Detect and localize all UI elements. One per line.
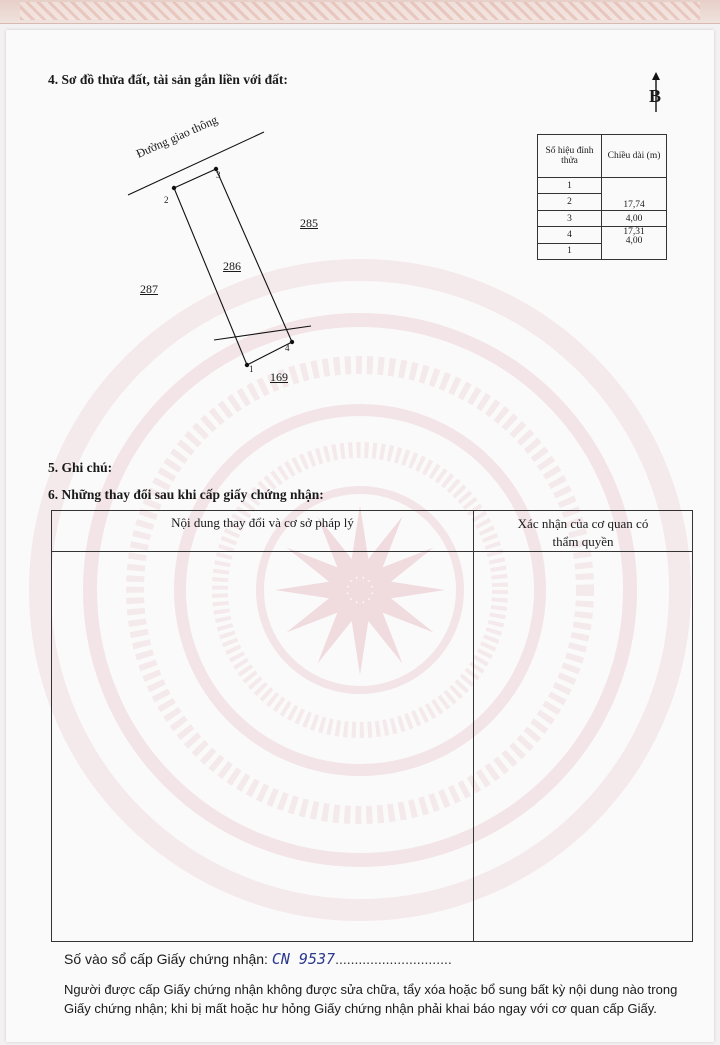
parcel-number-285: 285 bbox=[300, 216, 318, 230]
header-vertex: Số hiệu đỉnh thửa bbox=[538, 135, 602, 178]
top-border-band bbox=[0, 0, 720, 24]
length-cell: 17,31 bbox=[602, 227, 667, 260]
vertex-cell: 1 bbox=[538, 243, 602, 259]
vertex-label-2: 2 bbox=[164, 195, 169, 205]
vertex-cell: 1 bbox=[538, 178, 602, 194]
vertex-cell: 3 bbox=[538, 210, 602, 226]
certificate-page bbox=[6, 30, 714, 1042]
length-cell: 4,00 bbox=[602, 210, 667, 226]
road-label: Đường giao thông bbox=[134, 112, 220, 161]
vertex-label-4: 4 bbox=[285, 343, 290, 353]
registry-dots: .............................. bbox=[335, 951, 452, 967]
changes-content-header: Nội dung thay đổi và cơ sở pháp lý bbox=[52, 511, 474, 552]
header-length: Chiều dài (m) bbox=[602, 135, 667, 178]
north-label: B bbox=[649, 86, 662, 106]
registry-number: CN 9537 bbox=[271, 950, 336, 968]
vertex-label-3: 3 bbox=[216, 170, 221, 180]
changes-content-cell bbox=[52, 552, 474, 942]
parcel-number-286: 286 bbox=[223, 259, 241, 273]
changes-table bbox=[51, 510, 693, 942]
section-6-title: 6. Những thay đổi sau khi cấp giấy chứng nhận: bbox=[48, 487, 324, 502]
legal-notice: Người được cấp Giấy chứng nhận không được sửa chữa, tẩy xóa hoặc bổ sung bất kỳ nội dung nào trong Giấy chứng nhận; khi bị mất hoặc hư hỏng Giấy chứng nhận phải khai báo ngay với cơ quan cấp Giấy. bbox=[64, 982, 678, 1016]
section-5-title: 5. Ghi chú: bbox=[48, 460, 113, 475]
length-value-4: 4,00 bbox=[625, 236, 643, 246]
length-cell: 17,74 bbox=[602, 178, 667, 211]
parcel-number-287: 287 bbox=[140, 282, 158, 296]
section-4-title: 4. Sơ đồ thửa đất, tài sản gắn liền với đất: bbox=[48, 72, 288, 87]
registry-label: Số vào sổ cấp Giấy chứng nhận: bbox=[64, 951, 268, 967]
authority-confirmation-cell bbox=[474, 552, 693, 942]
decorative-pattern bbox=[20, 2, 700, 20]
authority-confirmation-header: Xác nhận của cơ quan có thẩm quyền bbox=[474, 511, 693, 552]
vertex-cell: 4 bbox=[538, 227, 602, 243]
vertex-label-1: 1 bbox=[249, 364, 254, 374]
registry-line bbox=[64, 950, 452, 968]
vertex-cell: 2 bbox=[538, 194, 602, 210]
parcel-number-169: 169 bbox=[270, 370, 288, 384]
